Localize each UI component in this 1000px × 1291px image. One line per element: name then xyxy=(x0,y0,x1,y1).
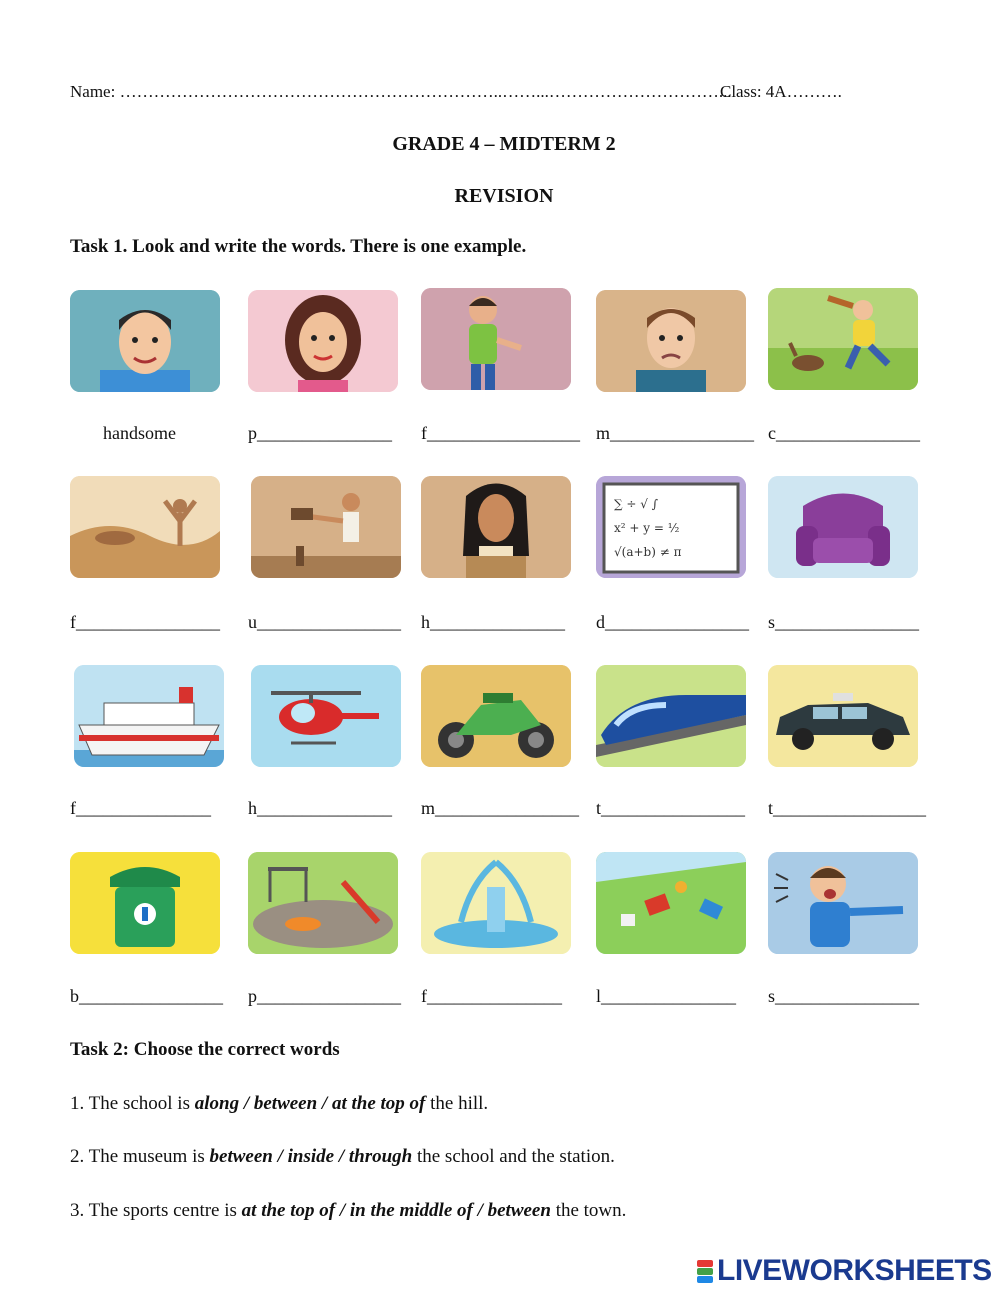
answer-blank[interactable]: b________________ xyxy=(70,986,223,1006)
sentence-text: 3. The sports centre is xyxy=(70,1200,242,1221)
sad-boy-icon xyxy=(596,290,746,392)
ferry-icon xyxy=(74,665,224,767)
answer-blank[interactable]: f_________________ xyxy=(421,423,580,443)
girl-chasing-rabbit-icon xyxy=(768,288,918,390)
worksheet-subtitle: REVISION xyxy=(454,185,554,207)
answer-blank[interactable]: f_______________ xyxy=(421,986,562,1006)
woman-hammer-icon xyxy=(251,476,401,578)
name-line: Name: …………………………………………………………..……...…………………………... xyxy=(70,82,732,101)
answer-blank[interactable]: d________________ xyxy=(596,612,749,632)
woman-portrait-icon xyxy=(421,476,571,578)
answer-blank[interactable]: f_______________ xyxy=(70,798,211,818)
boy-greeting-icon xyxy=(421,288,571,390)
answer-blank[interactable]: u________________ xyxy=(248,612,401,632)
task2-title: Task 2: Choose the correct words xyxy=(70,1039,340,1060)
liveworksheets-logo xyxy=(697,1254,992,1288)
math-board-icon xyxy=(596,476,746,578)
brand-name: LIVEWORKSHEETS xyxy=(717,1254,992,1287)
answer-blank[interactable]: h_______________ xyxy=(421,612,565,632)
answer-blank[interactable]: p_______________ xyxy=(248,423,392,443)
answer-blank[interactable]: t_________________ xyxy=(768,798,927,818)
train-icon xyxy=(596,665,746,767)
motorbike-icon xyxy=(421,665,571,767)
sentence-text: 1. The school is xyxy=(70,1093,195,1114)
sentence-text: 2. The museum is xyxy=(70,1146,210,1167)
answer-blank[interactable]: t________________ xyxy=(596,798,746,818)
answer-options[interactable]: at the top of / in the middle of / between xyxy=(241,1200,551,1221)
helicopter-icon xyxy=(251,665,401,767)
fountain-icon xyxy=(421,852,571,954)
task1-title: Task 1. Look and write the words. There is one example. xyxy=(70,236,527,257)
svg-text:x² + y = ½: x² + y = ½ xyxy=(614,521,680,535)
armchair-icon xyxy=(768,476,918,578)
woman-face-icon xyxy=(248,290,398,392)
sentence-text: the hill. xyxy=(425,1093,489,1114)
brand-blocks-icon xyxy=(697,1260,713,1283)
worksheet-title: GRADE 4 – MIDTERM 2 xyxy=(392,133,616,155)
sentence-1 xyxy=(70,1093,488,1115)
answer-blank[interactable]: s________________ xyxy=(768,986,920,1006)
playground-icon xyxy=(248,852,398,954)
answer-blank[interactable]: f________________ xyxy=(70,612,220,632)
bin-icon xyxy=(70,852,220,954)
sentence-text: the town. xyxy=(550,1200,627,1221)
sentence-3 xyxy=(70,1200,626,1222)
taxi-icon xyxy=(768,665,918,767)
answer-blank[interactable]: p________________ xyxy=(248,986,401,1006)
man-face-icon xyxy=(70,290,220,392)
answer-options[interactable]: between / inside / through xyxy=(209,1146,413,1167)
answer-blank[interactable]: m________________ xyxy=(421,798,580,818)
answer-blank[interactable]: l_______________ xyxy=(596,986,737,1006)
answer-blank[interactable]: s________________ xyxy=(768,612,920,632)
svg-text:√(a+b) ≠ π: √(a+b) ≠ π xyxy=(614,545,682,559)
class-line: Class: 4A………. xyxy=(720,82,842,101)
litter-icon xyxy=(596,852,746,954)
answer-options[interactable]: along / between / at the top of xyxy=(194,1093,426,1114)
shouting-boy-icon xyxy=(768,852,918,954)
answer-blank[interactable]: c________________ xyxy=(768,423,920,443)
svg-text:∑ ÷ √ ∫: ∑ ÷ √ ∫ xyxy=(614,497,658,511)
answer-blank[interactable]: h_______________ xyxy=(248,798,392,818)
sentence-2 xyxy=(70,1146,615,1168)
answer-blank[interactable]: m________________ xyxy=(596,423,755,443)
sentence-text: the school and the station. xyxy=(412,1146,615,1167)
answer-blank[interactable]: handsome xyxy=(103,423,176,443)
people-falling-desert-icon xyxy=(70,476,220,578)
